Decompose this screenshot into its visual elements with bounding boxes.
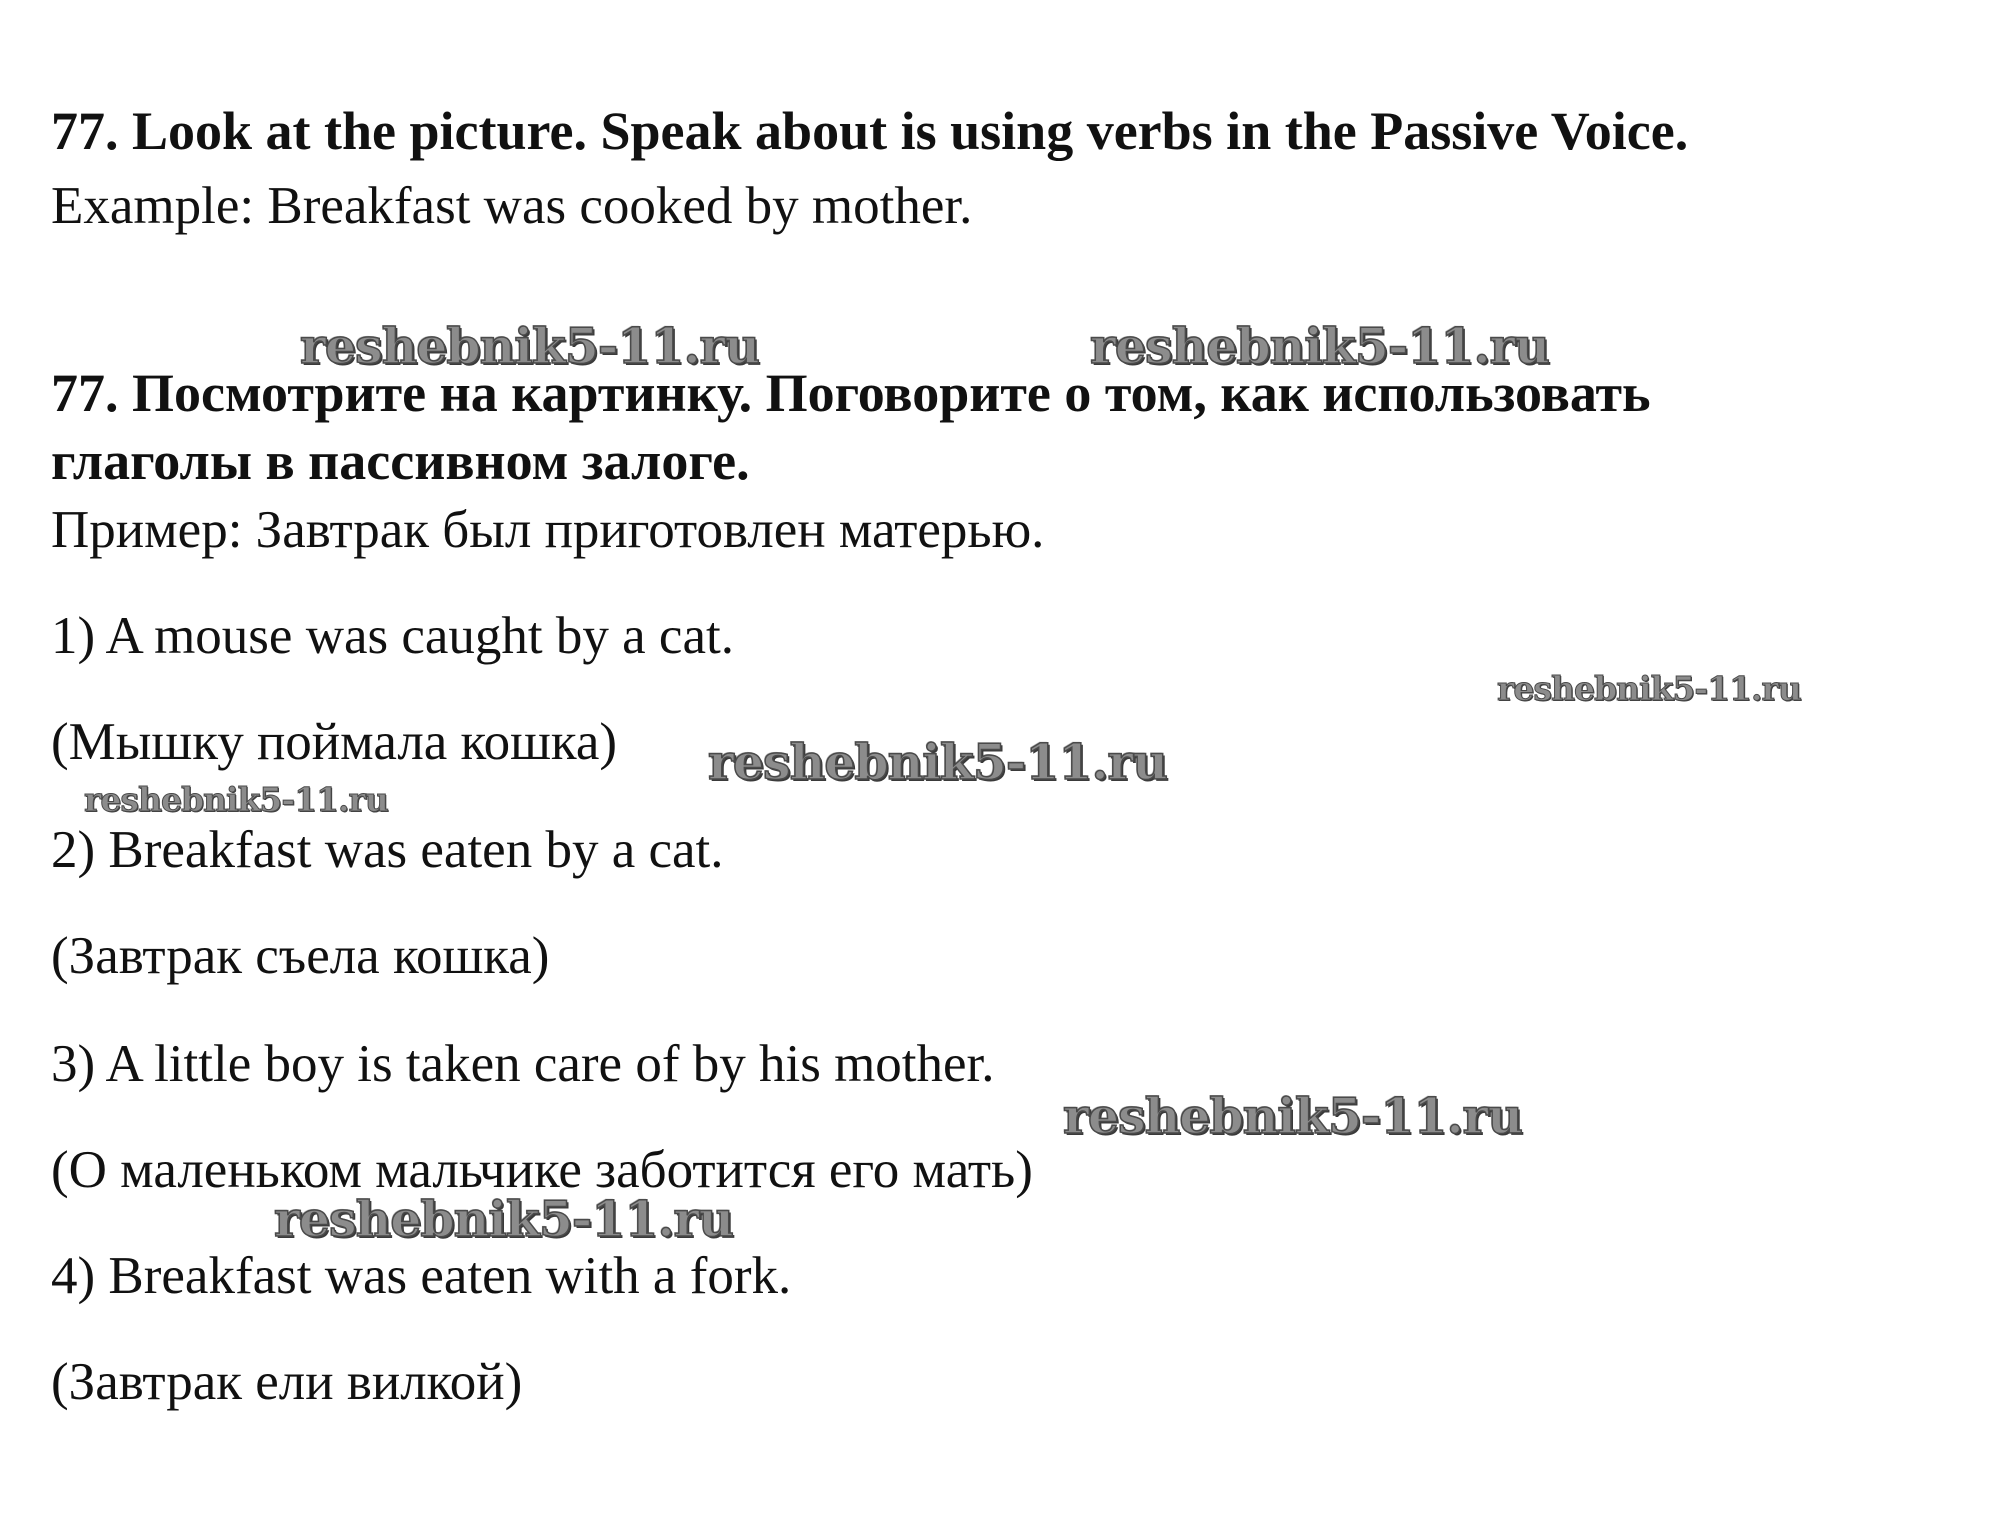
task-heading-ru-line2: глаголы в пассивном залоге. (51, 431, 750, 491)
watermark: reshebnik5-11.ru (84, 780, 388, 819)
answer-2-en: 2) Breakfast was eaten by a cat. (51, 821, 724, 879)
watermark: reshebnik5-11.ru (274, 1190, 733, 1248)
watermark: reshebnik5-11.ru (1497, 669, 1801, 708)
answer-4-ru: (Завтрак ели вилкой) (51, 1353, 523, 1411)
watermark: reshebnik5-11.ru (1063, 1087, 1522, 1145)
watermark: reshebnik5-11.ru (300, 317, 759, 375)
watermark: reshebnik5-11.ru (1090, 317, 1549, 375)
answer-1-en: 1) A mouse was caught by a cat. (51, 607, 734, 665)
watermark: reshebnik5-11.ru (708, 733, 1167, 791)
answer-2-ru: (Завтрак съела кошка) (51, 927, 550, 985)
answer-3-en: 3) A little boy is taken care of by his mother. (51, 1035, 995, 1093)
answer-3-ru: (О маленьком мальчике заботится его мать) (51, 1141, 1033, 1199)
task-example-en: Example: Breakfast was cooked by mother. (51, 177, 973, 235)
task-heading-en: 77. Look at the picture. Speak about is using verbs in the Passive Voice. (51, 101, 1689, 161)
answer-4-en: 4) Breakfast was eaten with a fork. (51, 1247, 792, 1305)
answer-1-ru: (Мышку поймала кошка) (51, 713, 618, 771)
task-example-ru: Пример: Завтрак был приготовлен матерью. (51, 501, 1045, 559)
task-heading-ru-line1: 77. Посмотрите на картинку. Поговорите о том, как использовать (51, 363, 1651, 423)
